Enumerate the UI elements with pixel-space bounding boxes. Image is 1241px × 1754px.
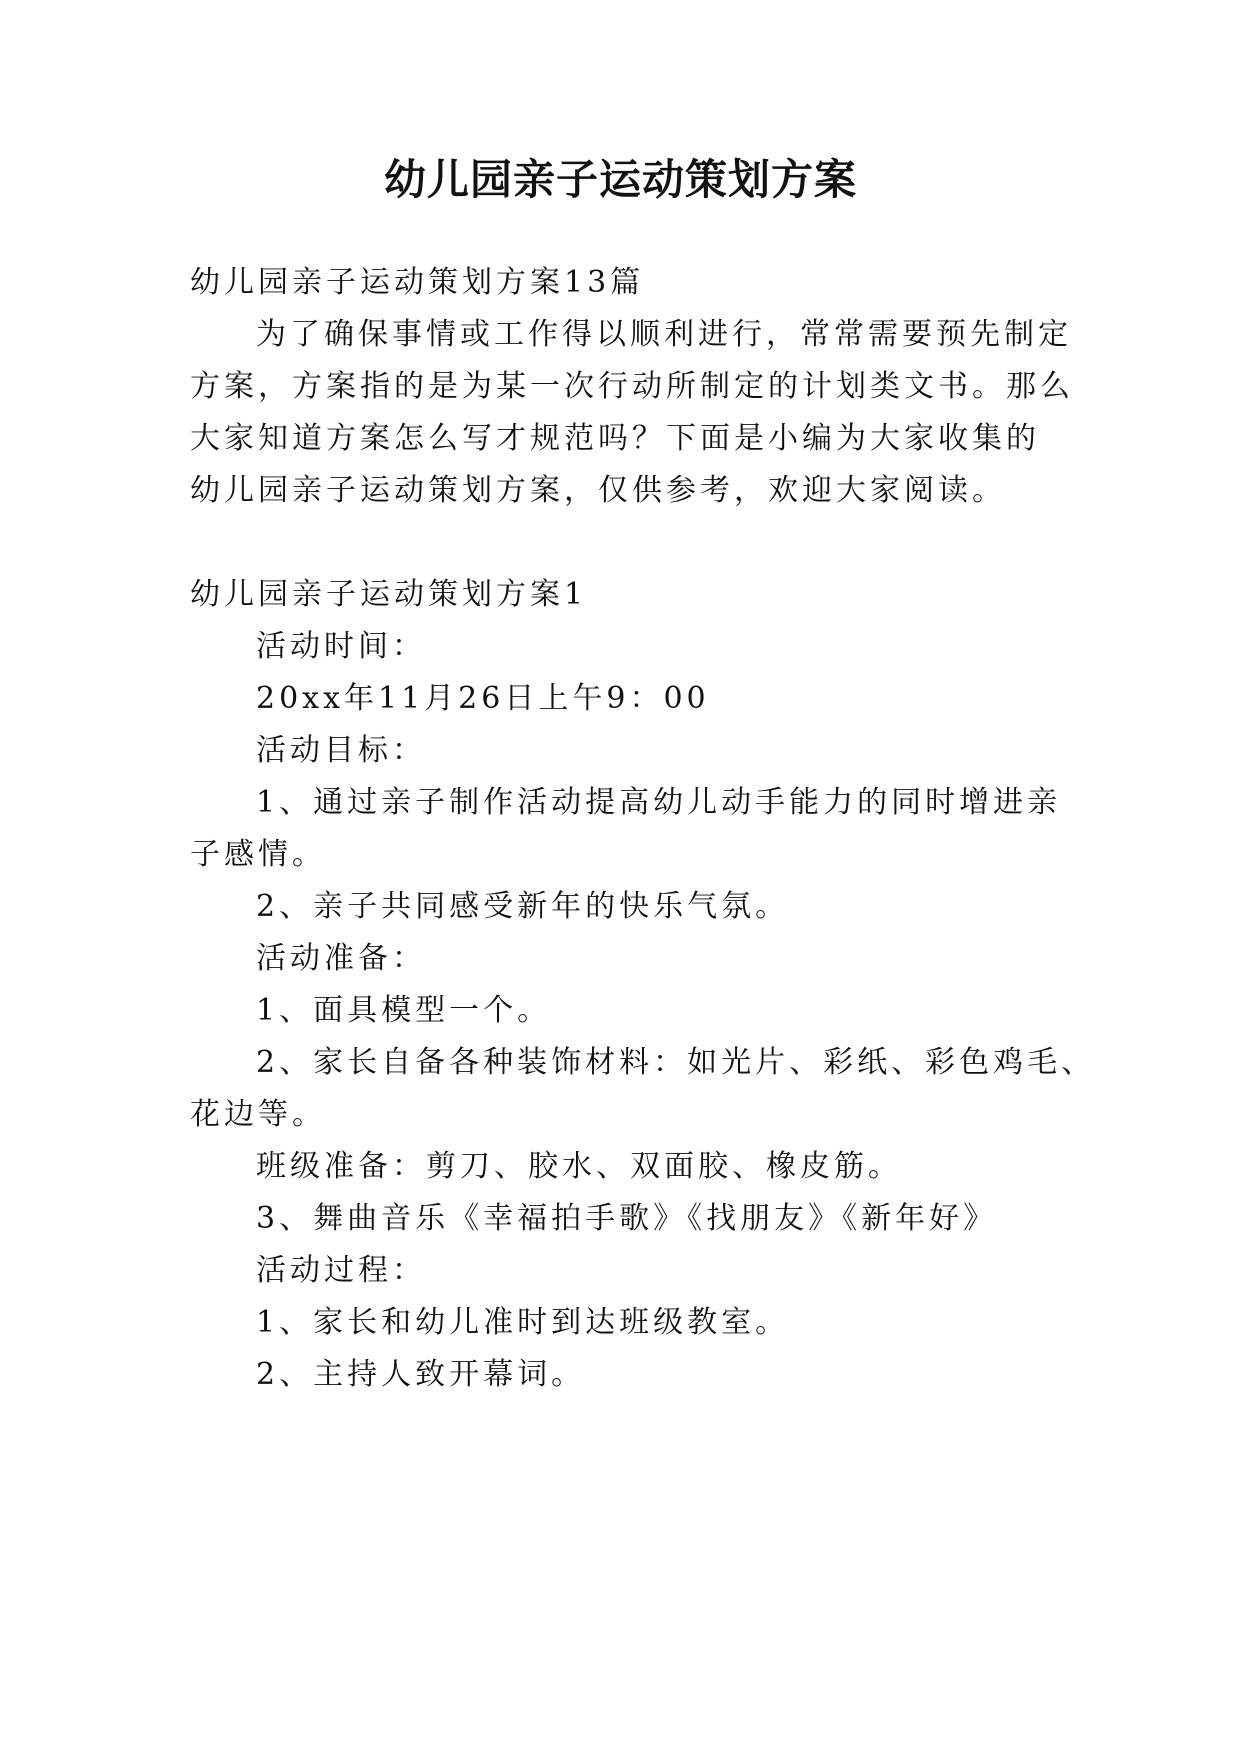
class-prep: 班级准备：剪刀、胶水、双面胶、橡皮筋。 — [256, 1149, 902, 1184]
section-heading: 幼儿园亲子运动策划方案1 — [190, 577, 588, 612]
document-subtitle: 幼儿园亲子运动策划方案13篇 — [190, 265, 645, 300]
intro-line-3: 大家知道方案怎么写才规范吗？下面是小编为大家收集的 — [190, 421, 1040, 456]
goal-item-1-cont: 子感情。 — [190, 837, 326, 872]
activity-prep-label: 活动准备： — [256, 941, 426, 976]
intro-line-1: 为了确保事情或工作得以顺利进行，常常需要预先制定 — [256, 317, 1072, 352]
document-title: 幼儿园亲子运动策划方案 — [383, 155, 857, 204]
prep-item-1: 1、面具模型一个。 — [256, 993, 552, 1028]
prep-item-2-cont: 花边等。 — [190, 1097, 326, 1132]
intro-line-4: 幼儿园亲子运动策划方案，仅供参考，欢迎大家阅读。 — [190, 473, 1006, 508]
process-item-2: 2、主持人致开幕词。 — [256, 1357, 586, 1392]
activity-goal-label: 活动目标： — [256, 733, 426, 768]
intro-line-2: 方案，方案指的是为某一次行动所制定的计划类文书。那么 — [190, 369, 1074, 404]
process-item-1: 1、家长和幼儿准时到达班级教室。 — [256, 1305, 790, 1340]
goal-item-2: 2、亲子共同感受新年的快乐气氛。 — [256, 889, 790, 924]
prep-item-3: 3、舞曲音乐《幸福拍手歌》《找朋友》《新年好》 — [256, 1201, 998, 1236]
goal-item-1: 1、通过亲子制作活动提高幼儿动手能力的同时增进亲 — [256, 785, 1062, 820]
activity-time-value: 20xx年11月26日上午9：00 — [256, 681, 710, 716]
activity-process-label: 活动过程： — [256, 1253, 426, 1288]
prep-item-2: 2、家长自备各种装饰材料：如光片、彩纸、彩色鸡毛、 — [256, 1045, 1096, 1080]
activity-time-label: 活动时间： — [256, 629, 426, 664]
